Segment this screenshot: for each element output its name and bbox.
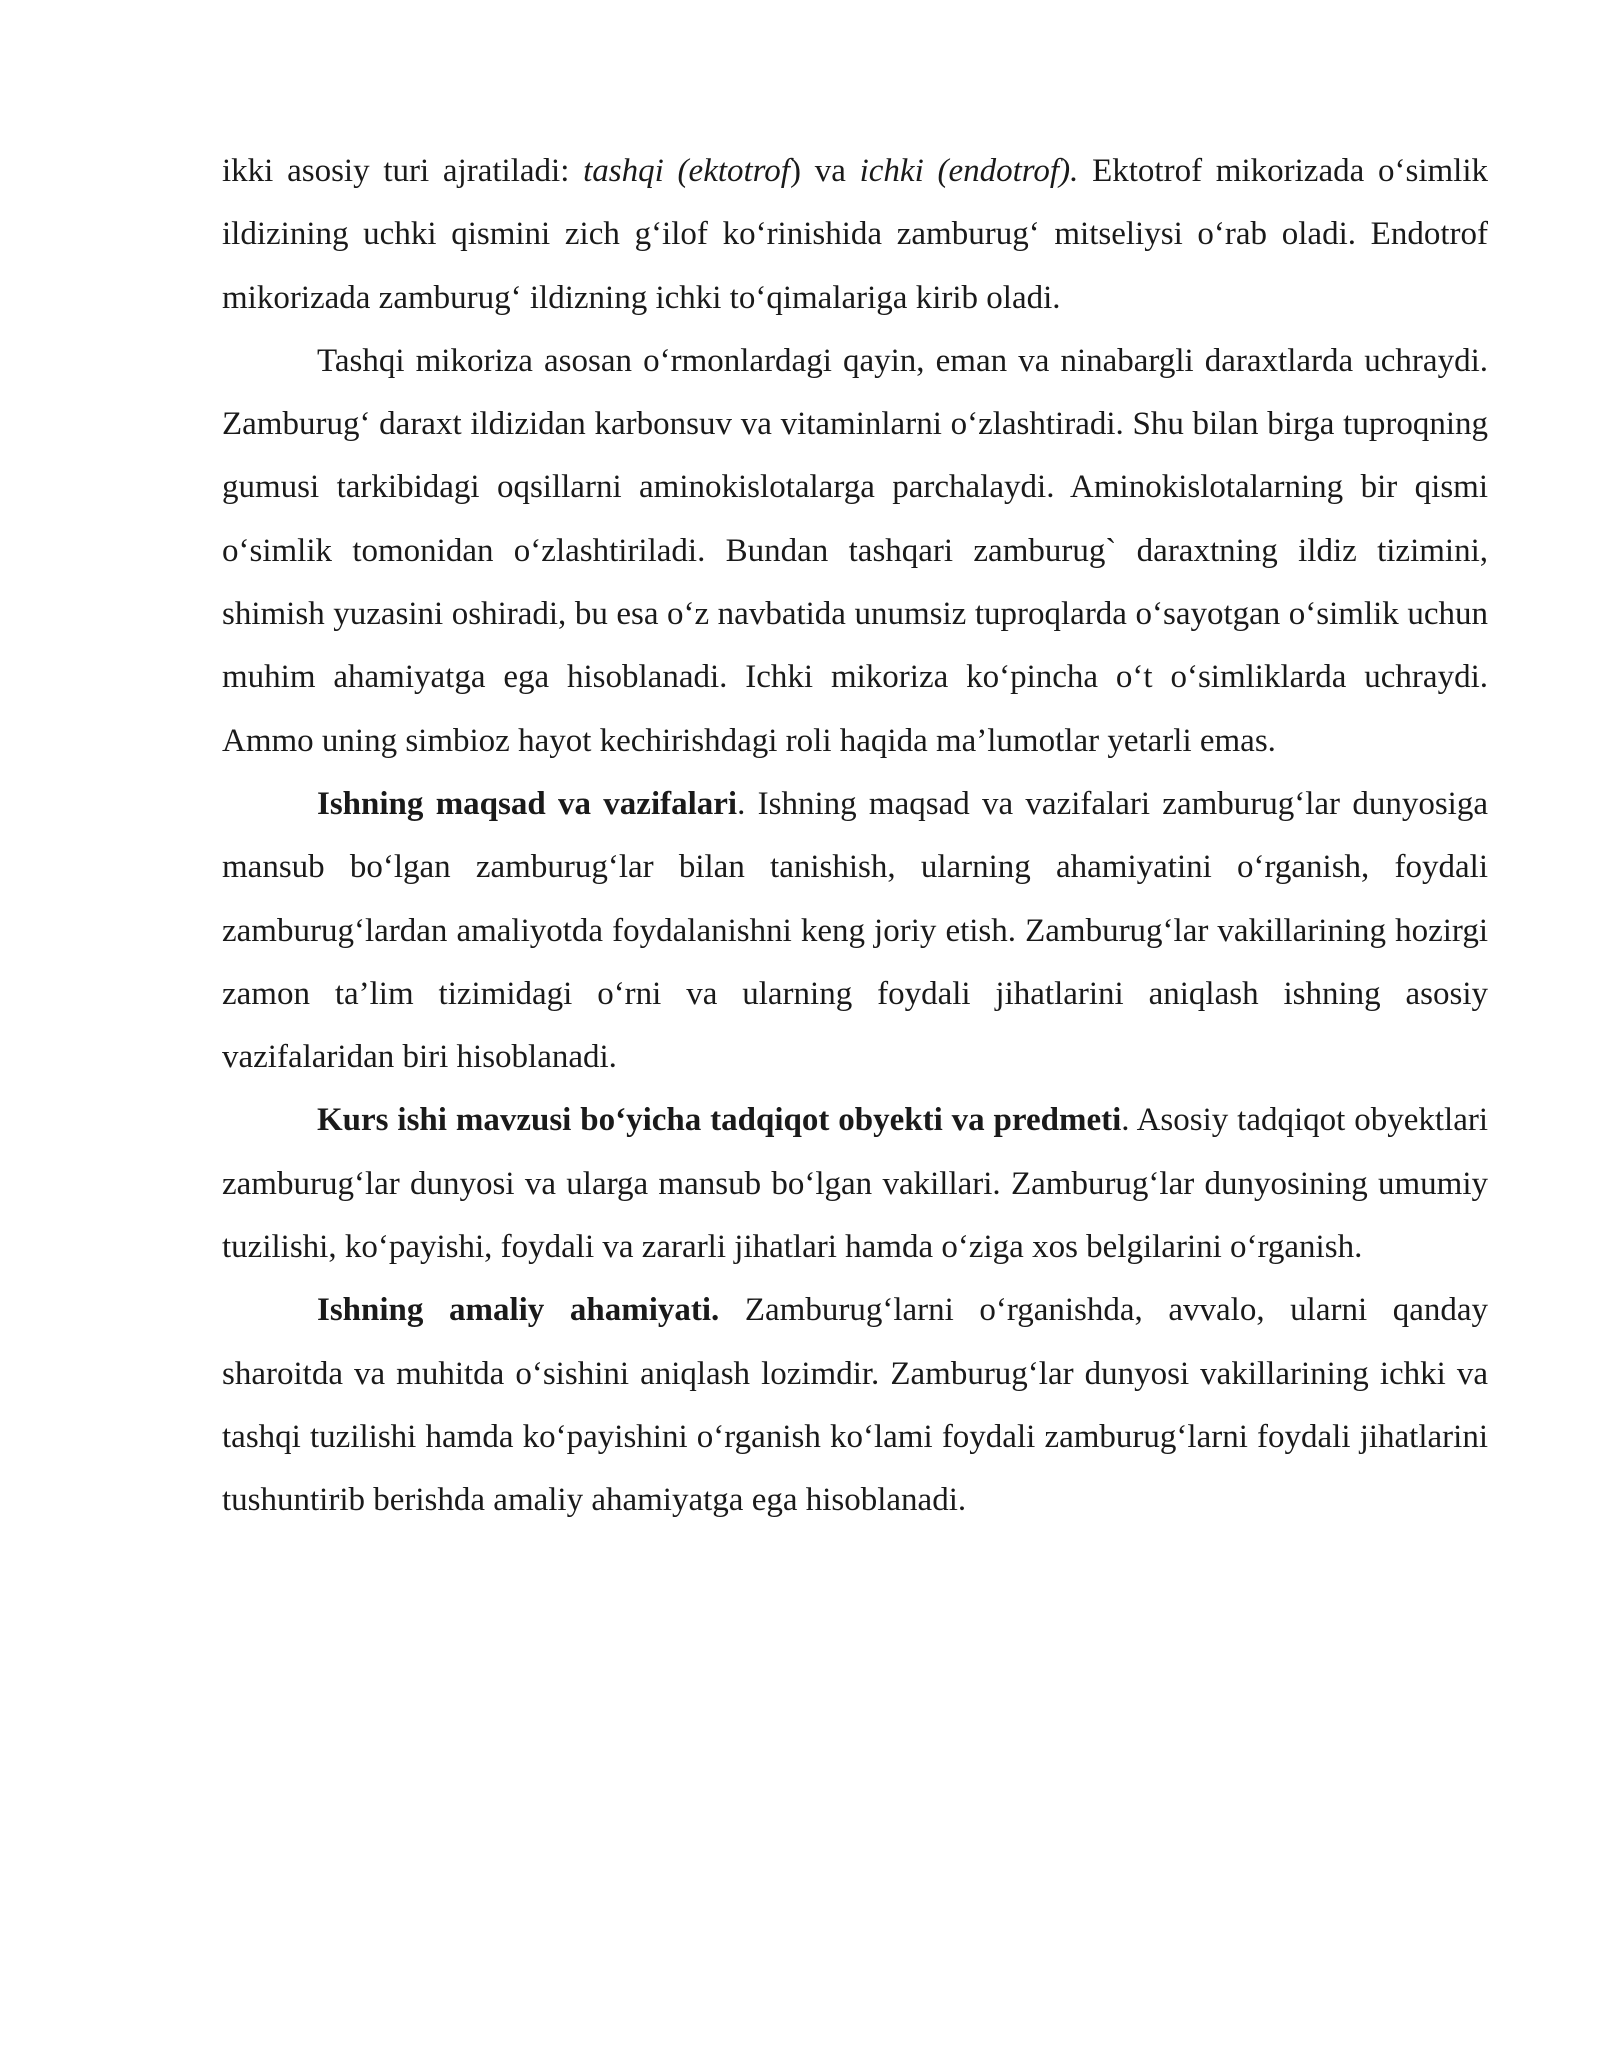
paragraph-connector-text: ) va <box>789 153 860 189</box>
paragraph-practical-significance <box>222 1279 1488 1532</box>
paragraph-intro-text: ikki asosiy turi ajratiladi: <box>222 153 584 189</box>
paragraph-external-mycorrhiza <box>222 330 1488 773</box>
paragraph-body-text: . Ishning maqsad va vazifalari zamburug‘lar dunyosiga mansub bo‘lgan zamburug‘lar bilan tanishish, ularning ahamiyatini o‘rganish, foydali zamburug‘lardan amaliyotda foydalanishni keng joriy etish. Zamburug‘lar vakillarining hozirgi zamon ta’lim tizimidagi o‘rni va ularning foydali jihatlarini aniqlash ishning asosiy vazifalaridan biri hisoblanadi. <box>222 785 1488 1076</box>
term-endotroph: ichki (endotrof). <box>859 153 1079 189</box>
document-page <box>222 140 1488 1533</box>
paragraph-research-object <box>222 1089 1488 1279</box>
paragraph-mycorrhiza-types <box>222 140 1488 330</box>
paragraph-goals <box>222 773 1488 1089</box>
term-ectotroph: tashqi (ektotrof <box>583 153 790 189</box>
section-heading-research-object: Kurs ishi mavzusi bo‘yicha tadqiqot obyekti va predmeti <box>317 1102 1122 1139</box>
section-heading-goals: Ishning maqsad va vazifalari <box>317 785 738 822</box>
section-heading-practical-significance: Ishning amaliy ahamiyati. <box>317 1292 720 1329</box>
paragraph-body-text: Tashqi mikoriza asosan o‘rmonlardagi qayin, eman va ninabargli daraxtlarda uchraydi. Zamburug‘ daraxt ildizidan karbonsuv va vitaminlarni o‘zlashtiradi. Shu bilan birga tuproqning gumusi tarkibidagi oqsillarni aminokislotalarga parchalaydi. Aminokislotalarning bir qismi o‘simlik tomonidan o‘zlashtiriladi. Bundan tashqari zamburug` daraxtning ildiz tizimini, shimish yuzasini oshiradi, bu esa o‘z navbatida unumsiz tuproqlarda o‘sayotgan o‘simlik uchun muhim ahamiyatga ega hisoblanadi. Ichki mikoriza ko‘pincha o‘t o‘simliklarda uchraydi. Ammo uning simbioz hayot kechirishdagi roli haqida ma’lumotlar yetarli emas. <box>222 342 1488 759</box>
paragraph-body-text: Zamburug‘larni o‘rganishda, avvalo, ularni qanday sharoitda va muhitda o‘sishini aniqlash lozimdir. Zamburug‘lar dunyosi vakillarining ichki va tashqi tuzilishi hamda ko‘payishini o‘rganish ko‘lami foydali zamburug‘larni foydali jihatlarini tushuntirib berishda amaliy ahamiyatga ega hisoblanadi. <box>222 1292 1488 1519</box>
paragraph-body-text: . Asosiy tadqiqot obyektlari zamburug‘lar dunyosi va ularga mansub bo‘lgan vakillari. Zamburug‘lar dunyosining umumiy tuzilishi, ko‘payishi, foydali va zararli jihatlari hamda o‘ziga xos belgilarini o‘rganish. <box>222 1102 1488 1266</box>
paragraph-body-text: Ektotrof mikorizada o‘simlik ildizining uchki qismini zich g‘ilof ko‘rinishida zamburug‘ mitseliysi o‘rab oladi. Endotrof mikorizada zamburug‘ ildizning ichki to‘qimalariga kirib oladi. <box>222 153 1488 316</box>
